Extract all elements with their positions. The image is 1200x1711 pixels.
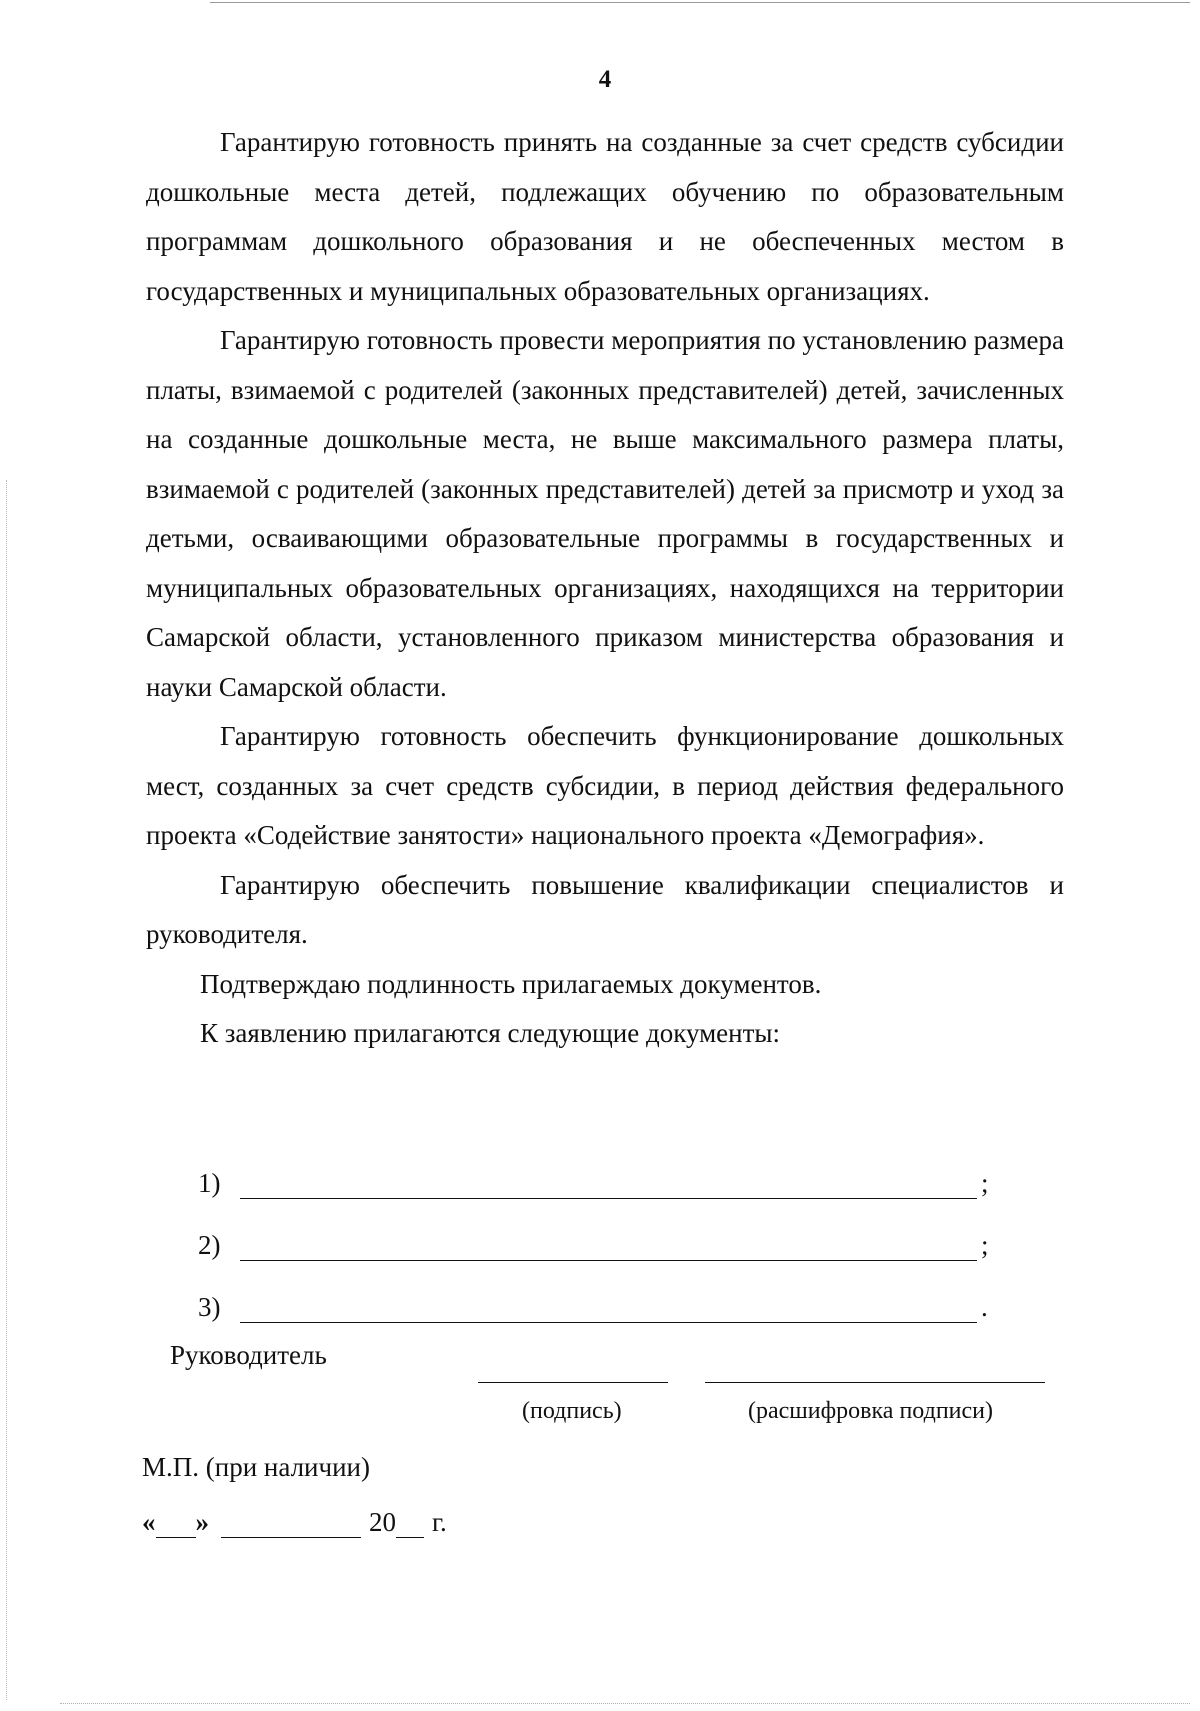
attachment-punct: . [981, 1292, 988, 1322]
attachment-blank-line [240, 1168, 977, 1199]
signature-decode-caption: (расшифровка подписи) [748, 1398, 993, 1424]
confirm-authenticity: Подтверждаю подлинность прилагаемых документов. [200, 968, 822, 999]
signature-line [478, 1382, 668, 1383]
scan-edge-left [6, 480, 8, 1700]
attachments-list [198, 1137, 998, 1323]
attachment-blank-line [240, 1292, 977, 1323]
attachment-blank-line [240, 1230, 977, 1261]
attachment-punct: ; [981, 1230, 989, 1260]
scan-edge-top [210, 2, 1190, 3]
date-year-prefix: 20 [369, 1507, 396, 1537]
paragraph-guarantee-places: Гарантирую готовность принять на созданные за счет средств субсидии дошкольные места детей, подлежащих обучению по образовательным программам дошкольного образования и не обеспеченных местом в государственных и муниципальных образовательных организациях. [146, 127, 1064, 306]
attachment-row [198, 1199, 998, 1261]
document-body [146, 118, 1064, 1059]
paragraph-guarantee-fee: Гарантирую готовность провести мероприятия по установлению размера платы, взимаемой с родителей (законных представителей) детей, зачисленных на созданные дошкольные места, не выше максимального размера платы, взимаемой с родителей (законных представителей) детей за присмотр и уход за детьми, осваивающими образовательные программы в государственных и муниципальных образовательных организациях, находящихся на территории Самарской области, установленного приказом министерства образования и науки Самарской области. [146, 325, 1064, 702]
date-year-blank [396, 1509, 424, 1538]
attachment-punct: ; [981, 1168, 989, 1198]
attachment-row [198, 1261, 998, 1323]
date-close-quote: » [195, 1507, 209, 1537]
attachment-number: 3) [198, 1292, 221, 1322]
head-label: Руководитель [170, 1340, 327, 1370]
attachment-number: 2) [198, 1230, 221, 1260]
attachment-row [198, 1137, 998, 1199]
stamp-label: М.П. (при наличии) [142, 1452, 370, 1482]
signature-caption: (подпись) [522, 1398, 622, 1424]
paragraph-guarantee-training: Гарантирую обеспечить повышение квалификации специалистов и руководителя. [146, 869, 1064, 949]
date-suffix: г. [432, 1507, 447, 1537]
scan-edge-bottom [60, 1703, 1190, 1705]
page-number: 4 [598, 66, 612, 93]
signature-decode-line [705, 1382, 1045, 1383]
date-day-blank [156, 1509, 196, 1538]
date-month-blank [221, 1509, 361, 1538]
attachment-number: 1) [198, 1168, 221, 1198]
paragraph-guarantee-functioning: Гарантирую готовность обеспечить функционирование дошкольных мест, созданных за счет средств субсидии, в период действия федерального проекта «Содействие занятости» национального проекта «Демография». [146, 721, 1064, 850]
date-line [142, 1507, 447, 1538]
date-open-quote: « [142, 1507, 156, 1537]
attachments-intro: К заявлению прилагаются следующие документы: [200, 1018, 781, 1048]
